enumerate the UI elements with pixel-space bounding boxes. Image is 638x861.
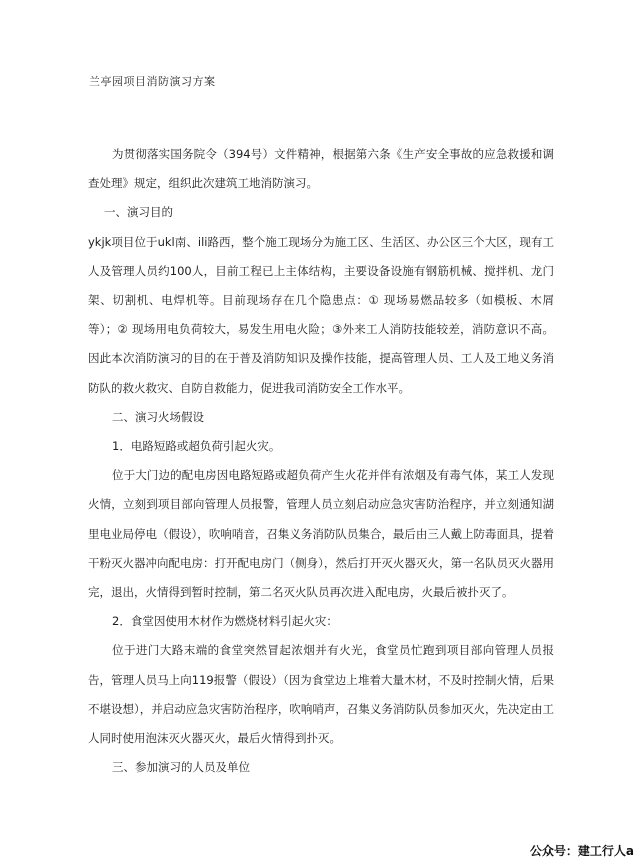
section-heading-participants: 三、参加演习的人员及单位 xyxy=(112,760,250,775)
scenario-item-1-paragraph: 位于大门边的配电房因电路短路或超负荷产生火花并伴有浓烟及有毒气体，某工人发现火情，立刻到项目部向管理人员报警，管理人员立刻启动应急灾害防治程序，并立刻通知湖里电业局停电（假设），吹响哨音，召集义务消防队员集合，最后由三人戴上防毒面具，提着干粉灭火器冲向配电房：打开配电房门（侧身），然后打开灭火器灭火，第一名队员灭火器用完，退出，火情得到暂时控制，第二名灭火队员再次进入配电房，火最后被扑灭了。 xyxy=(88,468,554,600)
scenario-item-2-heading: 2．食堂因使用木材作为燃烧材料引起火灾： xyxy=(112,614,338,629)
scenario-item-1-heading: 1．电路短路或超负荷引起火灾。 xyxy=(112,439,281,454)
intro-paragraph: 为贯彻落实国务院令（394号）文件精神，根据第六条《生产安全事故的应急救援和调查处理》规定，组织此次建筑工地消防演习。 xyxy=(88,147,554,191)
section-heading-purpose: 一、演习目的 xyxy=(104,205,173,220)
purpose-paragraph: ykjk项目位于ukl南、ili路西，整个施工现场分为施工区、生活区、办公区三个大区，现有工人及管理人员约100人，目前工程已上主体结构，主要设备设施有钢筋机械、搅拌机、龙门架、切割机、电焊机等。目前现场存在几个隐患点：① 现场易燃品较多（如模板、木屑等）；② 现场用电负荷较大，易发生用电火险；③外来工人消防技能较差，消防意识不高。因此本次消防演习的目的在于普及消防知识及操作技能，提高管理人员、工人及工地义务消防队的救火救灾、自防自救能力，促进我司消防安全工作水平。 xyxy=(88,234,554,395)
section-heading-scenario: 二、演习火场假设 xyxy=(112,409,204,424)
scenario-item-2-paragraph: 位于进门大路末端的食堂突然冒起浓烟并有火光，食堂员忙跑到项目部向管理人员报告，管理人员马上向119报警（假设）（因为食堂边上堆着大量木材，不及时控制火情，后果不堪设想），并启动应急灾害防治程序，吹响哨声，召集义务消防队员参加灭火，先决定由工人同时使用泡沫灭火器灭火，最后火情得到扑灭。 xyxy=(88,643,554,746)
document-body xyxy=(88,140,554,782)
watermark-text: 公众号：建工行人a xyxy=(529,844,634,858)
document-title: 兰亭园项目消防演习方案 xyxy=(89,75,216,88)
